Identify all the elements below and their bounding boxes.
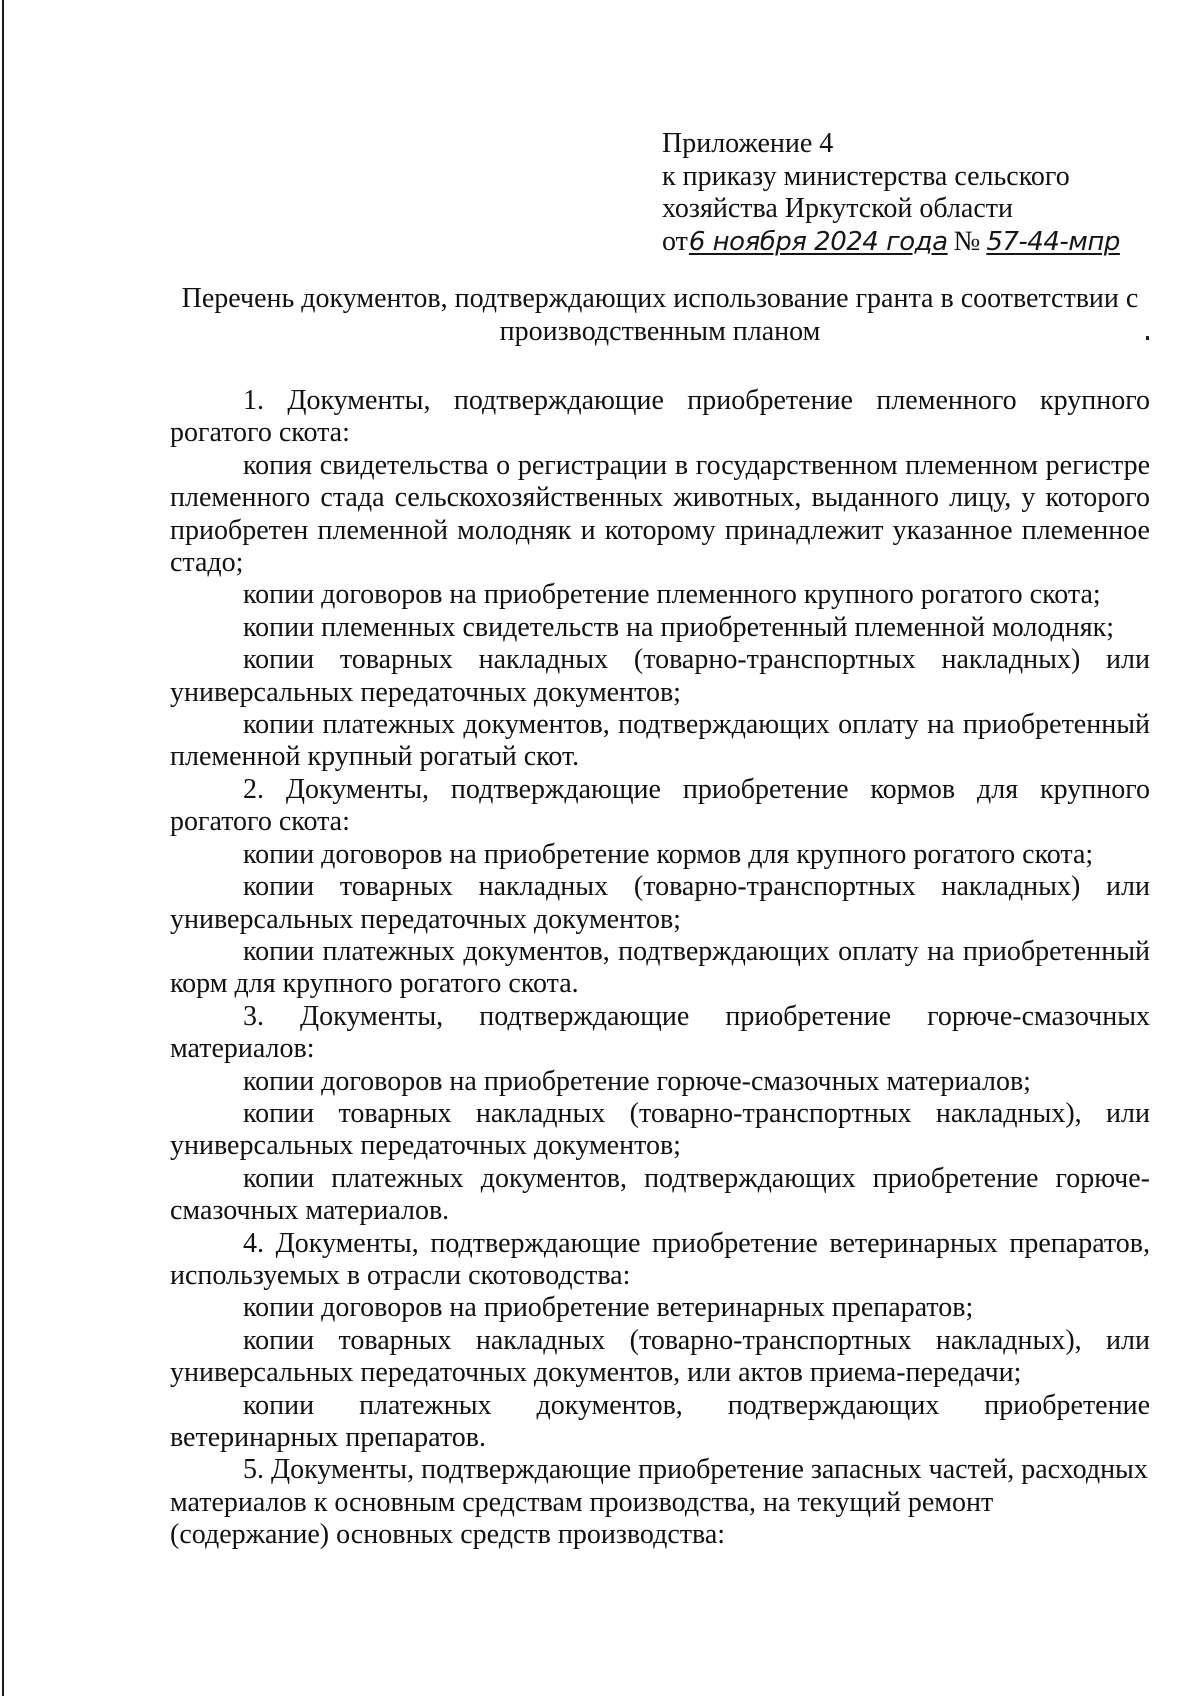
number-sign: № (953, 225, 981, 257)
appendix-header (662, 128, 1120, 258)
section-2-heading: 2. Документы, подтверждающие приобретение кормов для крупного рогатого скота: (170, 773, 1150, 838)
list-item: копии договоров на приобретение кормов для крупного рогатого скота; (243, 838, 1094, 870)
section-3-heading: 3. Документы, подтверждающие приобретение горюче-смазочных материалов: (170, 1000, 1150, 1065)
list-item: копии товарных накладных (товарно-транспортных накладных) или универсальных передаточных документов; (170, 644, 1150, 708)
list-item: копии договоров на приобретение ветеринарных препаратов; (243, 1292, 974, 1324)
order-date-number-line (662, 226, 1120, 259)
document-title (170, 282, 1150, 348)
list-item: копии платежных документов, подтверждающих приобретение горюче-смазочных материалов. (170, 1162, 1150, 1227)
handwritten-date: 6 ноября 2024 года (688, 226, 948, 257)
section-1-heading: 1. Документы, подтверждающие приобретение племенного крупного рогатого скота: (170, 385, 1150, 449)
list-item: копии товарных накладных (товарно-транспортных накладных), или универсальных передаточных документов, или актов приема-передачи; (170, 1324, 1150, 1389)
section-4-heading: 4. Документы, подтверждающие приобретение ветеринарных препаратов, используемых в отрасли скотоводства: (170, 1227, 1150, 1291)
list-item: копии товарных накладных (товарно-транспортных накладных), или универсальных передаточных документов; (170, 1097, 1150, 1162)
title-line-1: Перечень документов, подтверждающих использование гранта в соответствии с (181, 283, 1139, 314)
scan-edge-line (2, 0, 4, 1696)
list-item: копии договоров на приобретение горюче-смазочных материалов; (243, 1065, 1031, 1097)
list-item: копии платежных документов, подтверждающих оплату на приобретенный корм для крупного рогатого скота. (170, 935, 1150, 1000)
handwritten-order-number: 57-44-мпр (986, 226, 1120, 257)
list-item: копии платежных документов, подтверждающих оплату на приобретенный племенной крупный рогатый скот. (170, 709, 1150, 773)
scan-speck (1146, 336, 1149, 340)
list-item: копии товарных накладных (товарно-транспортных накладных) или универсальных передаточных документов; (170, 871, 1150, 935)
list-item: копии платежных документов, подтверждающих приобретение ветеринарных препаратов. (170, 1389, 1150, 1453)
appendix-label: Приложение 4 (662, 128, 834, 159)
list-item: копии договоров на приобретение племенного крупного рогатого скота; (243, 579, 1101, 611)
list-item: копии племенных свидетельств на приобретенный племенной молодняк; (243, 611, 1115, 643)
from-prefix: от (662, 225, 688, 257)
section-5-heading: 5. Документы, подтверждающие приобретение запасных частей, расходных материалов к основным средствам производства, на текущий ремонт (содержание) основных средств производства: (170, 1454, 1148, 1551)
title-line-2: производственным планом (499, 316, 821, 347)
document-body (170, 385, 1150, 1552)
order-reference-line-2: хозяйства Иркутской области (662, 193, 1013, 224)
list-item: копия свидетельства о регистрации в государственном племенном регистре племенного стада сельскохозяйственных животных, выданного лицу, у которого приобретен племенной молодняк и которому принадлежит указанное племенное стадо; (170, 449, 1150, 579)
order-reference-line-1: к приказу министерства сельского (662, 160, 1070, 192)
